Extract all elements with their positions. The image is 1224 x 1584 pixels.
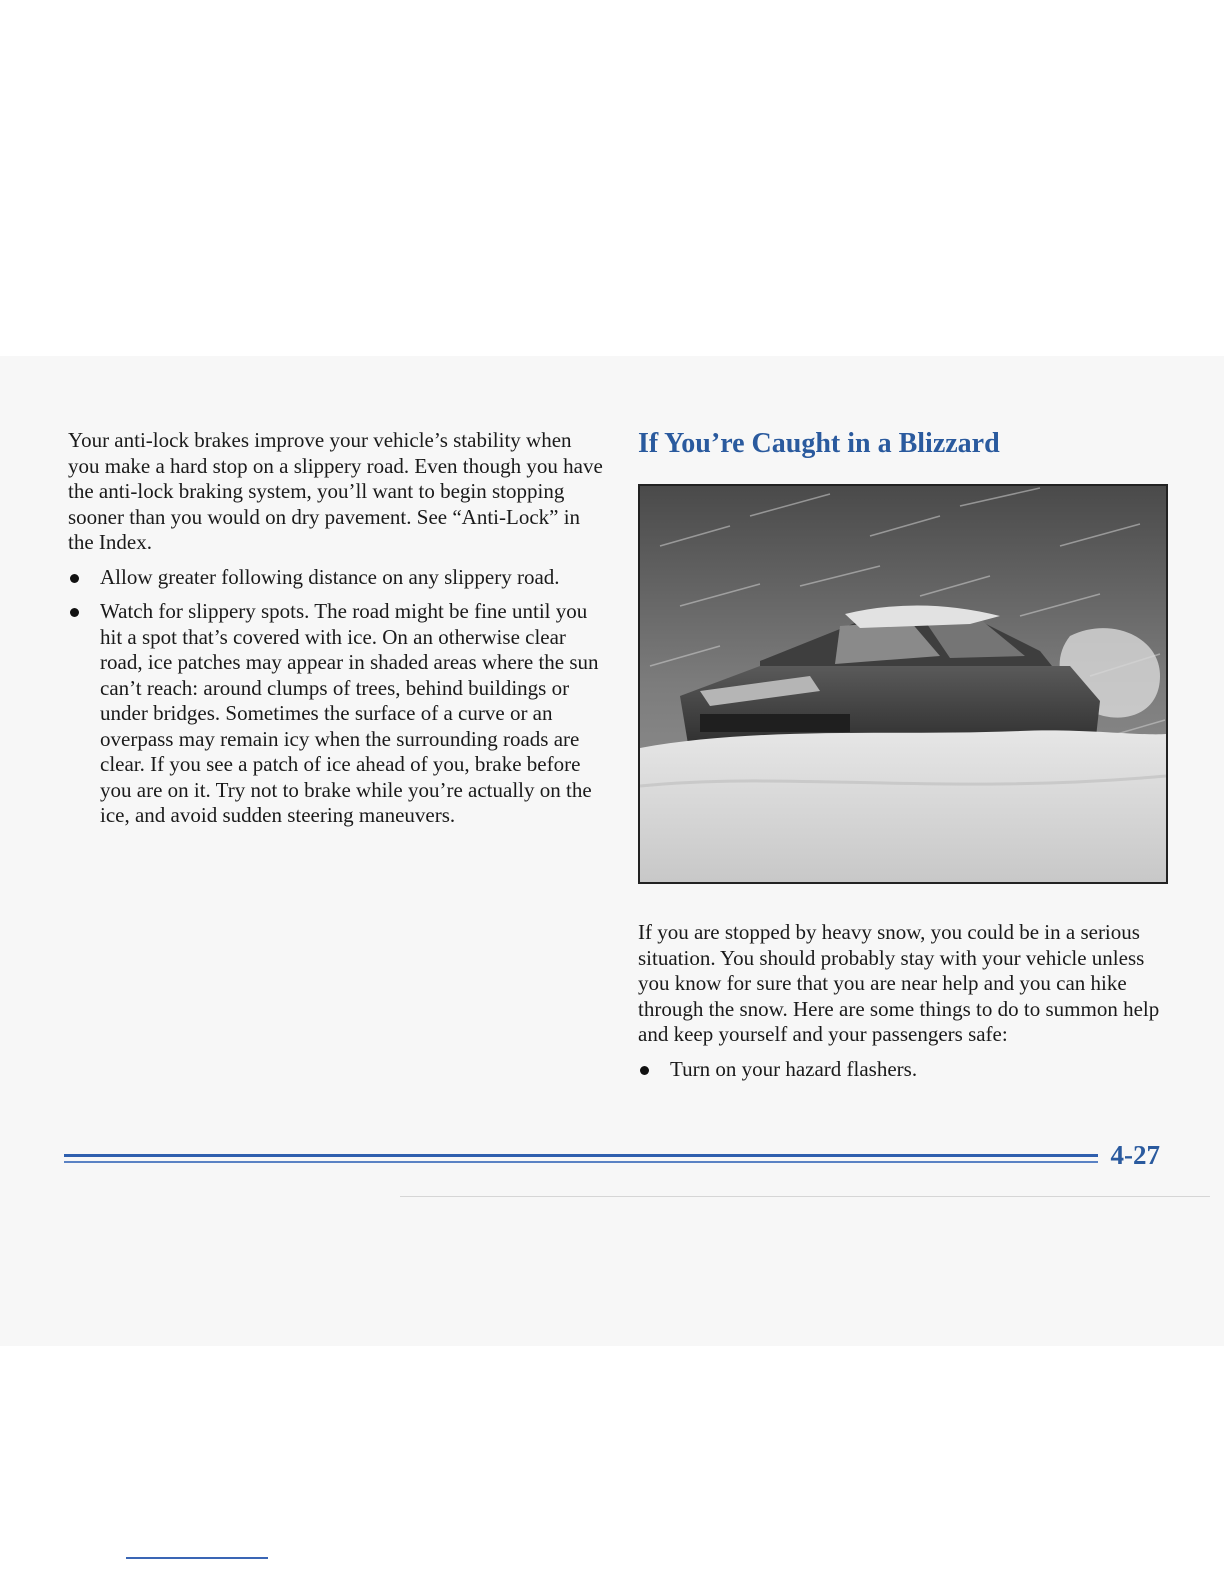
footer-rule	[64, 1154, 1098, 1157]
blizzard-car-photo	[638, 484, 1168, 884]
left-column	[68, 428, 608, 838]
section-heading: If You’re Caught in a Blizzard	[638, 428, 1000, 459]
blizzard-car-illustration	[640, 486, 1166, 882]
right-column	[638, 426, 1168, 1091]
bullet-text: Watch for slippery spots. The road might be fine until you hit a spot that’s covered with ice. On an otherwise clear road, ice patches may appear in shaded areas where the sun can’t reach: around clumps of trees, behind buildings or under bridges. Sometimes the surface of a curve or an overpass may remain icy when the surrounding roads are clear. If you see a patch of ice ahead of you, brake before you are on it. Try not to brake while you’re actually on the ice, and avoid sudden steering maneuvers.	[100, 599, 599, 827]
bullet-dot-icon	[70, 608, 79, 617]
bullet-item	[68, 565, 608, 591]
bottom-accent-line	[126, 1557, 268, 1559]
intro-paragraph: Your anti-lock brakes improve your vehicle’s stability when you make a hard stop on a slippery road. Even though you have the anti-lock braking system, you’ll want to begin stopping sooner than you would on dry pavement. See “Anti-Lock” in the Index.	[68, 428, 603, 554]
right-column-text	[638, 920, 1168, 1082]
page-footer	[64, 1140, 1164, 1186]
bullet-text: Allow greater following distance on any slippery road.	[100, 564, 560, 589]
blizzard-bullet-list	[638, 1057, 1168, 1083]
divider-line	[400, 1196, 1210, 1197]
bullet-dot-icon	[70, 574, 79, 583]
footer-rule-secondary	[64, 1161, 1098, 1163]
bullet-item	[68, 599, 608, 829]
slippery-road-bullet-list	[68, 565, 608, 829]
bullet-text: Turn on your hazard flashers.	[670, 1056, 918, 1081]
bullet-dot-icon	[640, 1066, 649, 1075]
bullet-item	[638, 1057, 1168, 1083]
blizzard-paragraph: If you are stopped by heavy snow, you could be in a serious situation. You should probably stay with your vehicle unless you know for sure that you are near help and you can hike through the snow. Here are some things to do to summon help and keep yourself and your passengers safe:	[638, 920, 1160, 1046]
page-number: 4-27	[1110, 1140, 1160, 1170]
